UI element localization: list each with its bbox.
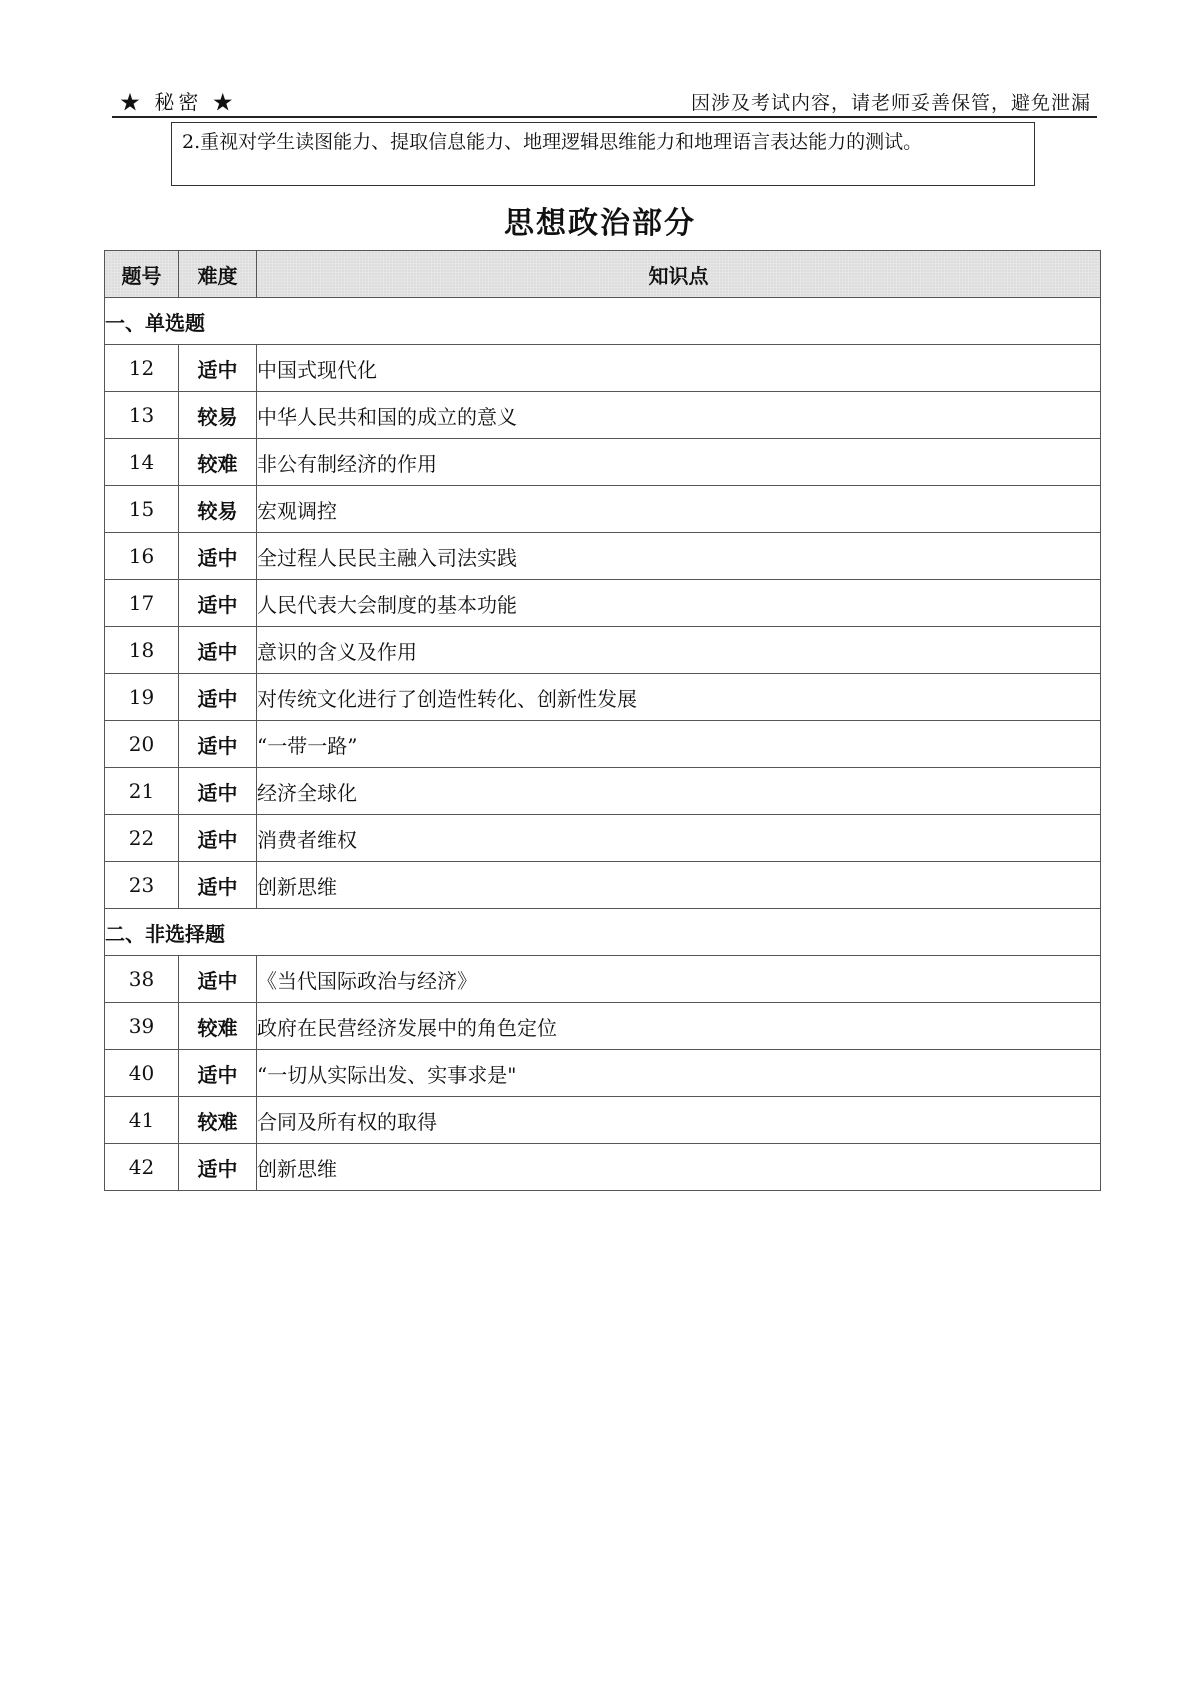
question-number: 14: [105, 439, 179, 486]
table-row: [105, 721, 1101, 768]
knowledge-point-cell: 非公有制经济的作用: [257, 439, 1101, 486]
table-row: [105, 439, 1101, 486]
knowledge-table: [104, 250, 1101, 1191]
knowledge-point-cell: 创新思维: [257, 1144, 1101, 1191]
table-row: [105, 486, 1101, 533]
question-number: 23: [105, 862, 179, 909]
question-number: 38: [105, 956, 179, 1003]
difficulty-cell: 适中: [179, 580, 257, 627]
question-number: 12: [105, 345, 179, 392]
section-title: 思想政治部分: [504, 206, 696, 241]
difficulty-cell: 适中: [179, 815, 257, 862]
knowledge-point-cell: 意识的含义及作用: [257, 627, 1101, 674]
knowledge-point-cell: 宏观调控: [257, 486, 1101, 533]
table-header-row: [105, 251, 1101, 298]
table-row: [105, 392, 1101, 439]
question-number: 41: [105, 1097, 179, 1144]
question-number: 39: [105, 1003, 179, 1050]
difficulty-cell: 适中: [179, 533, 257, 580]
table-row: [105, 768, 1101, 815]
table-row: [105, 1144, 1101, 1191]
knowledge-point-cell: 全过程人民民主融入司法实践: [257, 533, 1101, 580]
note-text: 2.重视对学生读图能力、提取信息能力、地理逻辑思维能力和地理语言表达能力的测试。: [182, 131, 923, 153]
question-number: 18: [105, 627, 179, 674]
table-row: [105, 1003, 1101, 1050]
difficulty-cell: 较易: [179, 392, 257, 439]
knowledge-point-cell: 消费者维权: [257, 815, 1101, 862]
table-row: [105, 345, 1101, 392]
knowledge-point-cell: 《当代国际政治与经济》: [257, 956, 1101, 1003]
difficulty-cell: 较难: [179, 1003, 257, 1050]
confidentiality-notice: 因涉及考试内容，请老师妥善保管，避免泄漏: [690, 92, 1091, 114]
section-row: [105, 909, 1101, 956]
knowledge-point-cell: 人民代表大会制度的基本功能: [257, 580, 1101, 627]
question-number: 22: [105, 815, 179, 862]
knowledge-point-cell: “一切从实际出发、实事求是": [257, 1050, 1101, 1097]
page-header: [112, 86, 1097, 118]
knowledge-point-cell: 合同及所有权的取得: [257, 1097, 1101, 1144]
knowledge-point-cell: 政府在民营经济发展中的角色定位: [257, 1003, 1101, 1050]
table-body: [105, 298, 1101, 1191]
table-row: [105, 862, 1101, 909]
section-heading: 二、非选择题: [105, 909, 1101, 956]
question-number: 17: [105, 580, 179, 627]
difficulty-cell: 较易: [179, 486, 257, 533]
table-row: [105, 627, 1101, 674]
knowledge-point-cell: 中华人民共和国的成立的意义: [257, 392, 1101, 439]
question-number: 40: [105, 1050, 179, 1097]
table-row: [105, 533, 1101, 580]
difficulty-cell: 适中: [179, 721, 257, 768]
table-row: [105, 956, 1101, 1003]
table-row: [105, 674, 1101, 721]
question-number: 20: [105, 721, 179, 768]
question-number: 21: [105, 768, 179, 815]
header-number: 题号: [105, 251, 179, 298]
question-number: 15: [105, 486, 179, 533]
knowledge-point-cell: 中国式现代化: [257, 345, 1101, 392]
difficulty-cell: 适中: [179, 768, 257, 815]
knowledge-point-cell: 经济全球化: [257, 768, 1101, 815]
table-row: [105, 1050, 1101, 1097]
table-row: [105, 815, 1101, 862]
header-difficulty: 难度: [179, 251, 257, 298]
table-row: [105, 1097, 1101, 1144]
difficulty-cell: 较难: [179, 1097, 257, 1144]
difficulty-cell: 适中: [179, 345, 257, 392]
question-number: 19: [105, 674, 179, 721]
confidential-mark: ★ 秘密 ★: [120, 90, 237, 114]
question-number: 13: [105, 392, 179, 439]
note-box: [171, 122, 1035, 186]
difficulty-cell: 适中: [179, 674, 257, 721]
question-number: 42: [105, 1144, 179, 1191]
knowledge-point-cell: 创新思维: [257, 862, 1101, 909]
knowledge-point-cell: 对传统文化进行了创造性转化、创新性发展: [257, 674, 1101, 721]
difficulty-cell: 适中: [179, 862, 257, 909]
difficulty-cell: 适中: [179, 956, 257, 1003]
question-number: 16: [105, 533, 179, 580]
difficulty-cell: 适中: [179, 1050, 257, 1097]
section-row: [105, 298, 1101, 345]
table-row: [105, 580, 1101, 627]
header-knowledge-point: 知识点: [257, 251, 1101, 298]
difficulty-cell: 适中: [179, 627, 257, 674]
knowledge-point-cell: “一带一路”: [257, 721, 1101, 768]
difficulty-cell: 较难: [179, 439, 257, 486]
difficulty-cell: 适中: [179, 1144, 257, 1191]
section-heading: 一、单选题: [105, 298, 1101, 345]
